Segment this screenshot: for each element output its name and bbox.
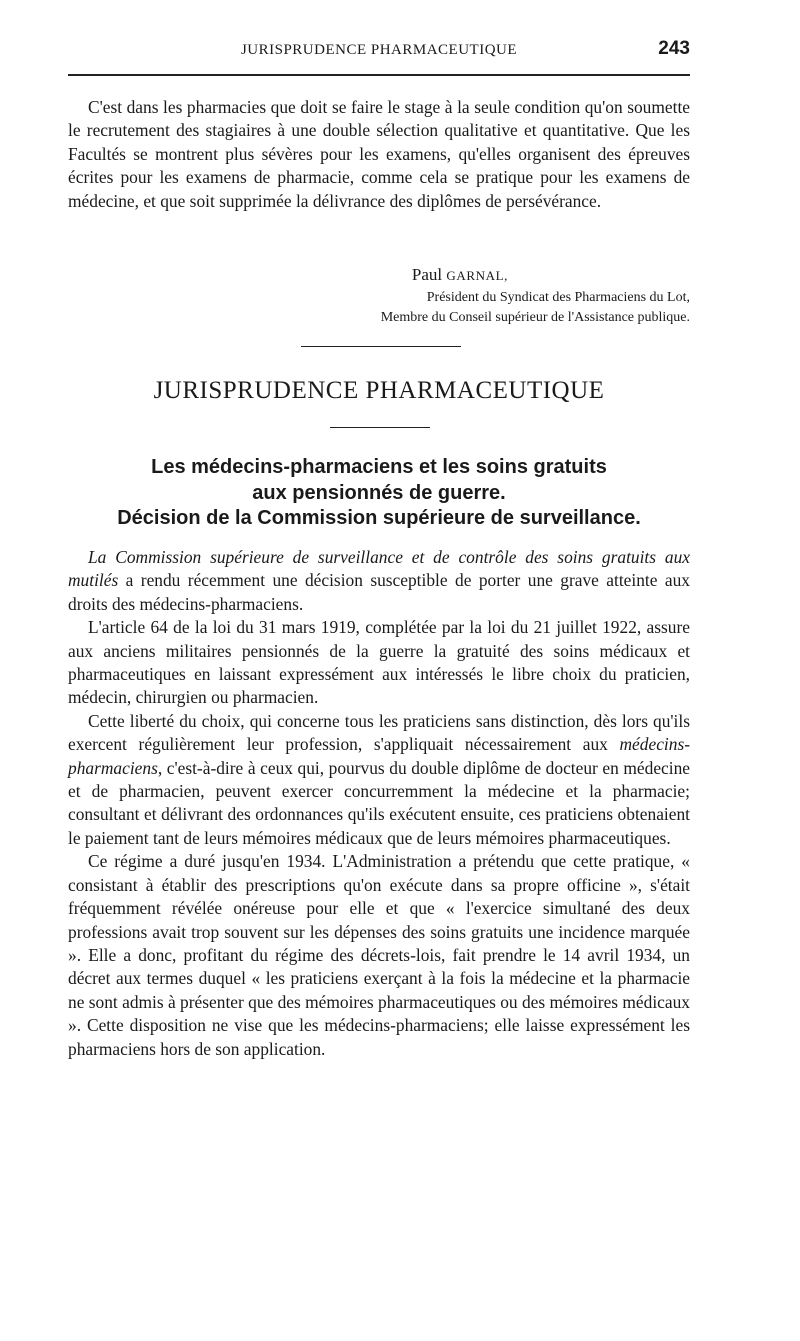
- article-body: [68, 546, 690, 1061]
- signature-block: [68, 263, 690, 328]
- intro-paragraph-block: [68, 96, 690, 213]
- article-heading: [68, 455, 690, 532]
- page-number: 243: [658, 38, 690, 59]
- signature-last-name: GARNAL,: [446, 268, 508, 283]
- article-paragraph-3: [68, 710, 690, 850]
- title-underline-rule: [330, 427, 430, 428]
- signature-name: [68, 263, 690, 288]
- article-heading-line-2: aux pensionnés de guerre.: [252, 481, 506, 504]
- running-title: JURISPRUDENCE PHARMACEUTIQUE: [240, 42, 518, 58]
- intro-paragraph: C'est dans les pharmacies que doit se faire le stage à la seule condition qu'on soumette le recrutement des stagiaires à une double sélection qualitative et quantitative. Que les Facultés se montrent plus sévères pour les examens, qu'elles organisent des épreuves écrites pour les examens de pharmacie, comme cela se pratique pour les examens de médecine, et que soit supprimée la délivrance des diplômes de persévérance.: [68, 97, 690, 211]
- paragraph-3-text-b: , c'est-à-dire à ceux qui, pourvus du double diplôme de docteur en médecine et de pharmacien, peuvent exercer concurremment la médecine et la pharmacie; consultant et délivrant des ordonnances qu'ils exécutent ensuite, ces praticiens obtenaient le paiement tant de leurs mémoires médicaux que de leurs mémoires pharmaceutiques.: [68, 757, 690, 848]
- header-rule: [68, 74, 690, 76]
- medecins-pharmaciens-italic: médecins-pharmaciens: [68, 734, 690, 778]
- separator-rule: [301, 346, 461, 347]
- running-header: [68, 38, 690, 68]
- article-heading-line-1: Les médecins-pharmaciens et les soins gratuits: [151, 456, 607, 478]
- section-title: JURISPRUDENCE PHARMACEUTIQUE: [153, 377, 605, 404]
- article-paragraph-2: L'article 64 de la loi du 31 mars 1919, complétée par la loi du 21 juillet 1922, assure aux anciens militaires pensionnés de la guerre la gratuité des soins médicaux et pharmaceutiques en laissant expressément aux intéressés le libre choix du praticien, médecin, chirurgien ou pharmacien.: [68, 617, 690, 708]
- paragraph-1-text: a rendu récemment une décision susceptible de porter une grave atteinte aux droits des médecins-pharmaciens.: [68, 570, 690, 614]
- paragraph-3-text-a: Cette liberté du choix, qui concerne tous les praticiens sans distinction, dès lors qu'ils exercent régulièrement leur profession, s'appliquait nécessairement aux: [68, 710, 690, 755]
- article-paragraph-4: Ce régime a duré jusqu'en 1934. L'Administration a prétendu que cette pratique, « consistant à établir des prescriptions qu'on exécute dans sa propre officine », s'était fréquemment révélée onéreuse pour elle et que « l'exercice simultané des deux professions avait trop souvent sur les dépenses des soins gratuits une incidence marquée ». Elle a donc, profitant du régime des décrets-lois, fait prendre le 14 avril 1934, un décret aux termes duquel « les praticiens exerçant à la fois la médecine et la pharmacie ne sont admis à présenter que des mémoires pharmaceutiques ou des mémoires médicaux ». Cette disposition ne vise que les médecins-pharmaciens; elle laisse expressément les pharmaciens hors de son application.: [68, 851, 691, 1059]
- article-heading-line-3: Décision de la Commission supérieure de surveillance.: [117, 507, 641, 529]
- commission-name-italic: La Commission supérieure de surveillance et de contrôle des soins gratuits aux mutilés: [68, 547, 690, 591]
- article-paragraph-1: [68, 546, 690, 616]
- signature-title-1: Président du Syndicat des Pharmaciens du Lot,: [426, 290, 690, 305]
- signature-title-2: Membre du Conseil supérieur de l'Assistance publique.: [380, 310, 690, 325]
- signature-first-name: Paul: [411, 265, 443, 284]
